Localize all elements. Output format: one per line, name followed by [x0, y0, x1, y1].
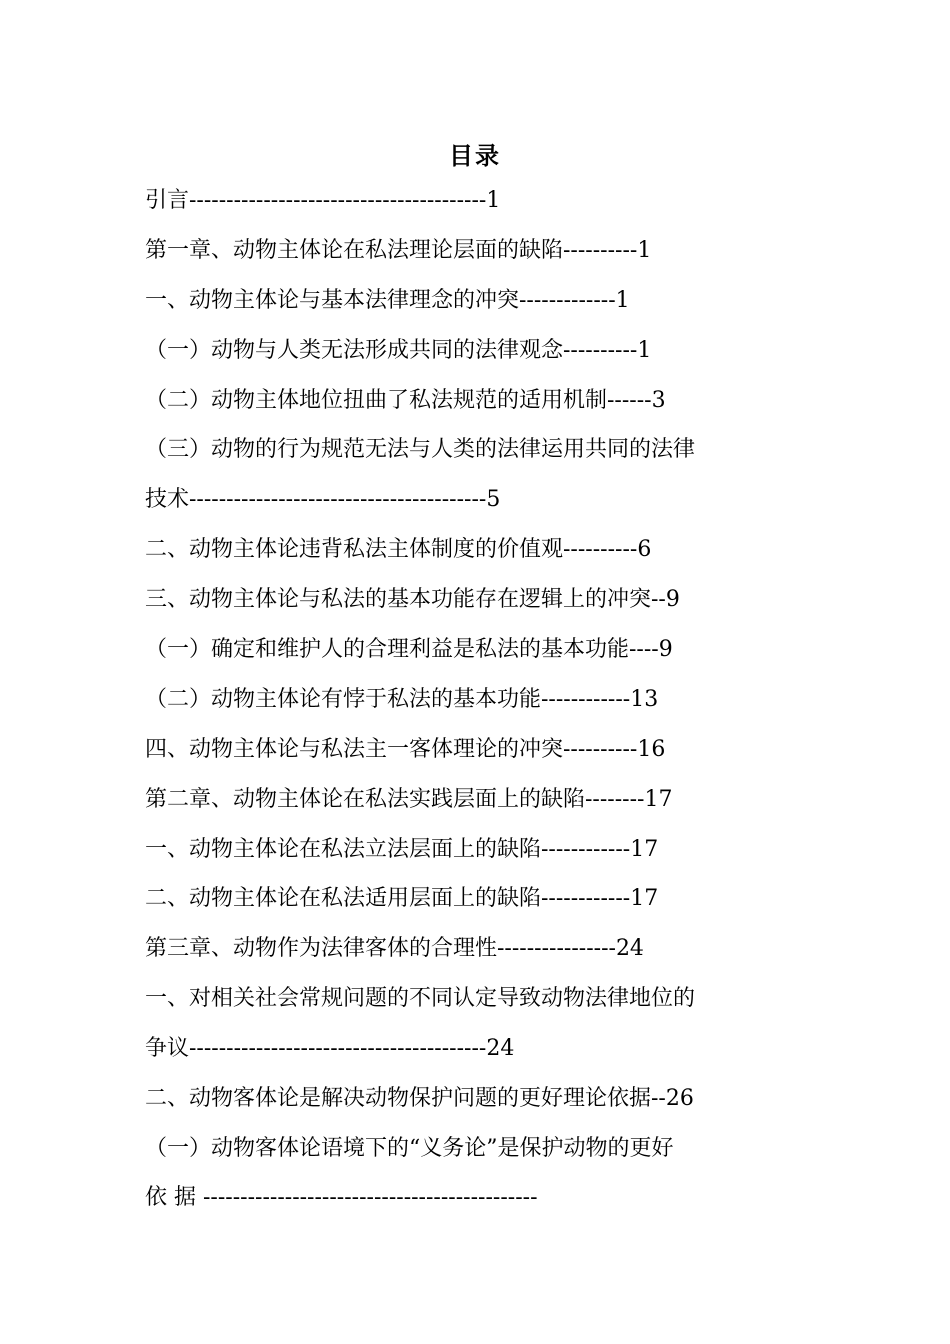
- toc-entry: 一、动物主体论在私法立法层面上的缺陷------------17: [145, 837, 659, 862]
- toc-entry: 引言----------------------------------------1: [145, 188, 501, 213]
- toc-entry: （一）动物客体论语境下的“义务论”是保护动物的更好: [145, 1136, 674, 1161]
- toc-entry: 技术----------------------------------------5: [145, 487, 501, 512]
- toc-entry: 三、动物主体论与私法的基本功能存在逻辑上的冲突--9: [145, 587, 680, 612]
- toc-entry: （三）动物的行为规范无法与人类的法律运用共同的法律: [145, 437, 696, 462]
- toc-entry: 二、动物主体论违背私法主体制度的价值观----------6: [145, 537, 652, 562]
- toc-entry: 四、动物主体论与私法主一客体理论的冲突----------16: [145, 737, 666, 762]
- toc-entry: 一、对相关社会常规问题的不同认定导致动物法律地位的: [145, 986, 696, 1011]
- toc-entry: 第三章、动物作为法律客体的合理性----------------24: [145, 936, 644, 961]
- toc-entry: （二）动物主体论有悖于私法的基本功能------------13: [145, 687, 659, 712]
- toc-entry: （一）确定和维护人的合理利益是私法的基本功能----9: [145, 637, 673, 662]
- toc-entry: 依 据 ---------------------------------------------: [145, 1185, 538, 1210]
- toc-entry: （一）动物与人类无法形成共同的法律观念----------1: [145, 338, 652, 363]
- toc-entry: 一、动物主体论与基本法律理念的冲突-------------1: [145, 288, 630, 313]
- toc-entry: 第一章、动物主体论在私法理论层面的缺陷----------1: [145, 238, 652, 263]
- toc-entry: 第二章、动物主体论在私法实践层面上的缺陷--------17: [145, 787, 673, 812]
- toc-entry: （二）动物主体地位扭曲了私法规范的适用机制------3: [145, 388, 666, 413]
- toc-title: 目录: [449, 141, 501, 170]
- toc-entry: 二、动物主体论在私法适用层面上的缺陷------------17: [145, 886, 659, 911]
- toc-entry: 二、动物客体论是解决动物保护问题的更好理论依据--26: [145, 1086, 694, 1111]
- toc-entry: 争议----------------------------------------24: [145, 1036, 515, 1061]
